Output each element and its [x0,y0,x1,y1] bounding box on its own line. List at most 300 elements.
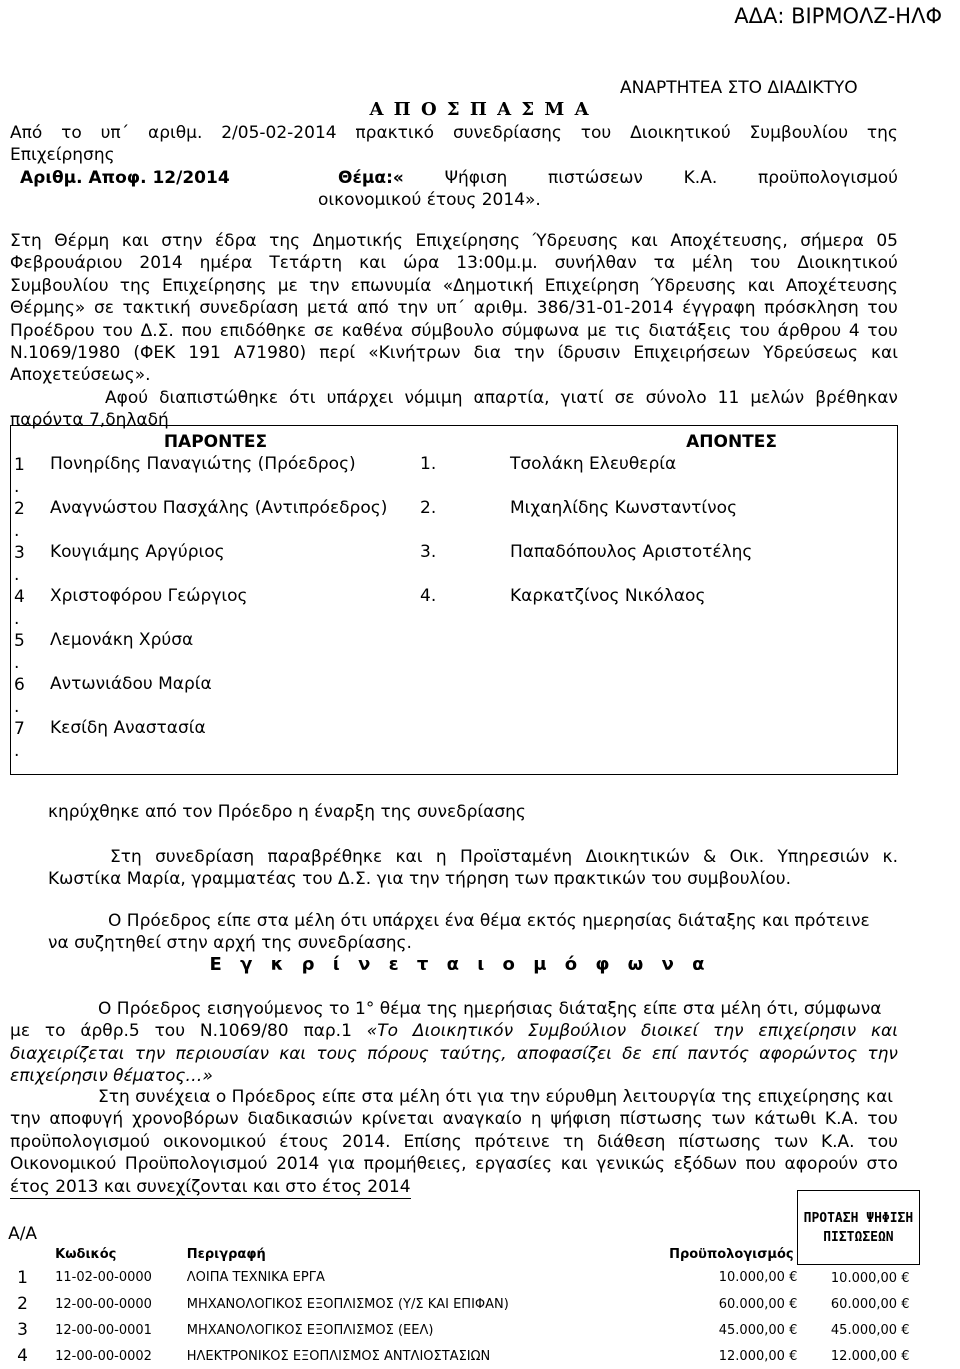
extra-topic-paragraph [48,910,898,955]
budget-row [0,1343,920,1369]
word: Διοικητικού [797,252,898,274]
subject-word: πιστώσεων [548,167,643,189]
word: έτους [279,1131,329,1153]
paragraph-line [10,252,898,274]
word: του [867,1108,897,1130]
word: «Δημοτική [443,275,534,297]
absent-member: Καρκατζίνος Νικόλαος [510,586,897,630]
word: και [359,252,386,274]
present-number [11,718,50,762]
intro-line-1 [10,122,898,144]
word: δε [622,1043,642,1065]
account-description: ΜΗΧΑΝΟΛΟΓΙΚΟΣ ΕΞΟΠΛΙΣΜΟΣ (ΕΕΛ) [187,1317,669,1343]
word: 11 [718,387,740,409]
paragraph-line: Στη συνέχεια ο Πρόεδρος είπε στα μέλη ότι για την εύρυθμη λειτουργία της επιχείρησης και [10,1086,898,1108]
word: εξόδων [674,1153,737,1175]
word: Κ.Α. [821,1131,855,1153]
word: των [774,1131,808,1153]
meeting-paragraph [10,230,898,432]
account-code: 12-00-00-0000 [45,1291,187,1317]
attendance-row [11,454,897,498]
ada-code: ΑΔΑ: ΒΙΡΜΟΛΖ-ΗΛΦ [734,4,942,28]
word: Οικ. [730,846,765,868]
subject-word: Κ.Α. [684,167,718,189]
present-number-dot: . [14,608,50,630]
word: Οικονομικού [10,1153,116,1175]
word: η [436,846,447,868]
word: της [867,122,898,144]
word: του [155,1020,185,1042]
word: σε [94,297,114,319]
word: υπ΄ [437,297,466,319]
word: 191 [188,342,220,364]
intro-block [10,122,898,212]
word: Ν.1069/1980 [10,342,120,364]
word: πόρους [367,1043,429,1065]
word: προϋπολογισμού [10,1131,150,1153]
absent-member: Τσολάκη Ελευθερία [510,454,897,498]
word: βρέθηκαν [815,387,898,409]
word: Συμβουλίου [750,122,849,144]
word: οικονομικού [163,1131,266,1153]
budget-value: 10.000,00 [719,1270,785,1285]
present-number [11,586,50,630]
present-number [11,542,50,586]
word: Θέρμη [54,230,109,252]
word: μελών [750,387,804,409]
budget-value: 60.000,00 [719,1297,785,1312]
absent-number [420,718,510,762]
word: προμήθειες, [364,1153,467,1175]
word: επί [652,1043,677,1065]
word: του [750,252,780,274]
paragraph-line [10,342,898,364]
present-number [11,454,50,498]
word: και [748,275,775,297]
word: νόμιμη [404,387,462,409]
code-header: Κωδικός [45,1191,187,1265]
decision-number: Αριθμ. Αποφ. 12/2014 [20,167,320,189]
account-description: ΛΟΙΠΑ ΤΕΧΝΙΚΑ ΕΡΓΑ [187,1265,669,1292]
absent-number: 2. [420,498,510,542]
word: την [514,342,545,364]
word: της [120,275,151,297]
word: καθένα [342,320,404,342]
paragraph-line [10,275,898,297]
description-header: Περιγραφή [187,1191,669,1265]
word: περιουσίαν [176,1043,269,1065]
budget-row [0,1265,920,1292]
word: 2014. [342,1131,391,1153]
word: του [739,320,769,342]
absent-member [510,630,897,674]
word: «Το [367,1020,398,1042]
paragraph-line [10,1153,898,1175]
word: του [868,1131,898,1153]
present-number-dot: . [14,652,50,674]
word: άρθρου [778,320,841,342]
present-number-text: 3 [14,542,50,564]
word: του [867,320,897,342]
paragraph-line: Αποχετεύσεως». [10,364,898,386]
word: ημέρα [200,252,253,274]
word: του [102,320,132,342]
present-number-dot: . [14,476,50,498]
word: έγγραφη [682,297,755,319]
word: σύμβουλο [411,320,494,342]
word: τακτική [123,297,191,319]
word: περί [319,342,355,364]
word: από [357,297,389,319]
word: πρόσκληση [764,297,859,319]
word: αποφυγή [49,1108,123,1130]
word: κρίνεται [361,1108,433,1130]
present-number [11,630,50,674]
word: κάτωθι [754,1108,816,1130]
word: επωνυμία [351,275,432,297]
word: διαδικασιών [247,1108,352,1130]
word: διοικεί [641,1020,698,1042]
budget-amount [669,1317,797,1343]
currency-symbol: € [789,1349,797,1364]
paragraph-line [10,297,898,319]
budget-row [0,1317,920,1343]
present-member: Αναγνώστου Πασχάλης (Αντιπρόεδρος) [50,498,420,542]
word: συνεδρίασης [453,122,562,144]
present-number-dot: . [14,520,50,542]
word: Διοικητικού [630,122,731,144]
word: 2/05-02-2014 [221,122,336,144]
word: και [871,1020,898,1042]
word: και [396,846,423,868]
word: 2014 [276,1153,319,1175]
currency-symbol: € [789,1323,797,1338]
paragraph-line [10,320,898,342]
word: ταύτης, [439,1043,507,1065]
paragraph-line [48,846,898,868]
word: Στη [10,230,42,252]
present-number-text: 5 [14,630,50,652]
absent-number [420,630,510,674]
word: Υπηρεσιών [778,846,870,868]
word: με [10,1020,30,1042]
word: Διοικητικών [586,846,690,868]
word: και [122,230,149,252]
proposal-value: 60.000,00 [831,1297,897,1312]
word: και [279,1043,306,1065]
word: για [328,1153,355,1175]
account-code: 11-02-00-0000 [45,1265,187,1292]
word: μετά [307,297,348,319]
word: της [269,230,300,252]
word: με [278,275,298,297]
currency-symbol: € [901,1271,909,1286]
word: 386/31-01-2014 [537,297,674,319]
word: εργασίες [475,1153,552,1175]
word: κ. [883,846,898,868]
word: την [867,1043,898,1065]
word: ίδρυσιν [558,342,621,364]
word: σήμερα [800,230,864,252]
posting-notice: ΑΝΑΡΤΗΤΕΑ ΣΤΟ ΔΙΑΔΙΚΤΥΟ [620,78,858,98]
currency-symbol: € [789,1297,797,1312]
word: χρονοβόρων [132,1108,239,1130]
attendance-row [11,498,897,542]
word: Τετάρτη [269,252,342,274]
word: & [703,846,716,868]
word: και [871,342,898,364]
word: σύμφωνα [502,320,580,342]
word: «Κινήτρων [368,342,460,364]
word: του [581,122,611,144]
word: σύνολο [646,387,707,409]
budget-amount [669,1291,797,1317]
proposal-header: ΠΡΟΤΑΣΗ ΨΗΦΙΣΗ ΠΙΣΤΩΣΕΩΝ [797,1191,919,1265]
word: επιδόθηκε [220,320,306,342]
word: υπ΄ [101,122,130,144]
word: αφορώντος [759,1043,857,1065]
word: σε [615,387,635,409]
proposal-amount [797,1265,919,1292]
row-number: 2 [0,1291,45,1317]
currency-symbol: € [901,1297,909,1312]
paragraph-line: επιχείρησιν θέματος…» [10,1065,898,1087]
word: την [135,1043,166,1065]
meeting-start-line: κηρύχθηκε από τον Πρόεδρο η έναρξη της συνεδρίασης [48,802,526,822]
attendance-row [11,542,897,586]
budget-header: Προϋπολογισμός [669,1191,797,1265]
attendance-row [11,718,897,762]
word: Προϊσταμένη [460,846,572,868]
word: την [309,275,340,297]
subject-line-2: οικονομικού έτους 2014». [10,189,898,211]
word: το [61,122,82,144]
account-code: 12-00-00-0001 [45,1317,187,1343]
currency-symbol: € [901,1349,909,1364]
paragraph-line: Ο Πρόεδρος εισηγούμενος το 1° θέμα της ημερήσιας διάταξης είπε στα μέλη ότι, σύμφωνα [10,998,898,1020]
word: τα [654,252,675,274]
word: την [397,297,428,319]
word: που [745,1153,775,1175]
word: (ΦΕΚ [133,342,175,364]
credits-paragraph [10,1086,898,1199]
word: αναγκαίο [443,1108,522,1130]
present-number-text: 6 [14,674,50,696]
budget-amount [669,1343,797,1369]
word: Συμβούλιον [528,1020,626,1042]
word: Επιχείρησης [415,230,520,252]
present-number-text: 4 [14,586,50,608]
absent-member: Παπαδόπουλος Αριστοτέλης [510,542,897,586]
word: ψήφιση [550,1108,611,1130]
paragraph-line [10,1020,898,1042]
subject-word: Ψήφιση [445,167,508,189]
word: αριθμ. [474,297,528,319]
word: Αφού [105,387,148,409]
word: συνεδρίαση [199,297,298,319]
word: πρακτικό [355,122,434,144]
currency-symbol: € [789,1270,797,1285]
attendance-row [11,586,897,630]
word: δια [474,342,501,364]
present-number-text: 7 [14,718,50,740]
budget-rows [0,1265,920,1369]
present-member: Κουγιάμης Αργύριος [50,542,420,586]
present-member: Κεσίδη Αναστασία [50,718,420,762]
word: 05 [876,230,898,252]
budget-header-row [0,1191,920,1265]
word: την [10,1108,41,1130]
subject-label: Θέμα:« [338,167,404,189]
word: μέλη [692,252,733,274]
proposal-value: 10.000,00 [831,1271,897,1286]
row-number: 4 [0,1343,45,1369]
absent-number: 3. [420,542,510,586]
present-number-dot: . [14,564,50,586]
word: τους [316,1043,356,1065]
word: Επιχείρηση [545,275,640,297]
present-member: Αντωνιάδου Μαρία [50,674,420,718]
currency-symbol: € [901,1323,909,1338]
paragraph-line: Κωστίκα Μαρία, γραμματέας του Δ.Σ. για την τήρηση των πρακτικών του συμβουλίου. [48,868,898,890]
absent-member [510,718,897,762]
word: Προέδρου [10,320,95,342]
subject-word: προϋπολογισμού [758,167,898,189]
present-number-text: 2 [14,498,50,520]
budget-value: 12.000,00 [719,1349,785,1364]
document-title: Α Π Ο Σ Π Α Σ Μ Α [0,99,960,120]
attendance-row [11,674,897,718]
word: Διοικητικόν [413,1020,513,1042]
word: Συμβουλίου [10,275,109,297]
present-number [11,674,50,718]
word: που [182,320,212,342]
attendance-grid [11,432,897,762]
word: 4 [849,320,860,342]
word: έδρα [215,230,257,252]
absent-member: Μιχαηλίδης Κωνσταντίνος [510,498,897,542]
paragraph-line: Ο Πρόεδρος είπε στα μέλη ότι υπάρχει ένα θέμα εκτός ημερησίας διάταξης και πρότεινε [48,910,898,932]
absent-number: 4. [420,586,510,630]
paragraph-line: να συζητηθεί στην αρχή της συνεδρίασης. [48,932,898,954]
word: Από [10,122,42,144]
paragraph-line [10,1043,898,1065]
present-number [11,498,50,542]
word: Φεβρουάριου [10,252,122,274]
word: ώρα [403,252,439,274]
present-member: Πονηρίδης Παναγιώτης (Πρόεδρος) [50,454,420,498]
row-number: 3 [0,1317,45,1343]
present-header: ΠΑΡΟΝΤΕΣ [11,432,420,454]
word: Ν.1069/80 [200,1020,289,1042]
secretary-paragraph [48,846,898,891]
word: αριθμ. [148,122,202,144]
word: αφορούν [785,1153,858,1175]
word: και [631,230,658,252]
word: Στη [110,846,142,868]
absent-header: ΑΠΟΝΤΕΣ [420,432,897,454]
word: συνήλθαν [555,252,637,274]
budget-value: 45.000,00 [719,1323,785,1338]
word: γιατί [561,387,604,409]
word: στο [867,1153,898,1175]
word: διατάξεις [648,320,731,342]
word: 13:00μ.μ. [456,252,537,274]
word: στην [161,230,202,252]
word: παρ.1 [303,1020,351,1042]
word: και [561,1153,588,1175]
word: υπάρχει [327,387,394,409]
word: διαπιστώθηκε [159,387,278,409]
word: τη [563,1131,584,1153]
word: πίστωσης [620,1108,703,1130]
unanimous-approval: Ε γ κ ρ ί ν ε τ α ι ο μ ό φ ω ν α [0,954,920,975]
word: των [711,1108,745,1130]
word: με [587,320,607,342]
word: την [713,1020,744,1042]
budget-row [0,1291,920,1317]
paragraph-line [10,1108,898,1130]
proposal-amount [797,1343,919,1369]
word: πίστωσης [678,1131,761,1153]
present-number-dot: . [14,696,50,718]
budget-table [0,1190,920,1369]
proposal-amount [797,1291,919,1317]
word: Κ.Α. [825,1108,859,1130]
word: Δ.Σ. [141,320,174,342]
word: 2014 [139,252,182,274]
present-number-text: 1 [14,454,50,476]
word: ότι [289,387,315,409]
attendance-rows [11,454,897,762]
first-topic-paragraph [10,998,898,1088]
present-member: Χριστοφόρου Γεώργιος [50,586,420,630]
present-member: Λεμονάκη Χρύσα [50,630,420,674]
word: διάθεση [597,1131,666,1153]
word: παντός [687,1043,749,1065]
word: διαχειρίζεται [10,1043,125,1065]
quorum-line-2: παρόντα 7,δηλαδή [10,409,898,431]
word: το [45,1020,66,1042]
word: Αποχέτευσης [786,275,898,297]
budget-amount [669,1265,797,1292]
absent-number: 1. [420,454,510,498]
attendance-table [10,425,898,775]
word: παραβρέθηκε [267,846,382,868]
word: Επιχείρησης [162,275,267,297]
absent-number [420,674,510,718]
word: Επιχειρήσεων [633,342,750,364]
word: τις [615,320,641,342]
paragraph-line [10,1131,898,1153]
absent-member [510,674,897,718]
word: αποφασίζει [517,1043,612,1065]
word: συνεδρίαση [155,846,254,868]
word: επιχείρησιν [758,1020,856,1042]
word: Ύδρευσης [533,230,619,252]
present-number-dot: . [14,740,50,762]
word: Αποχέτευσης, [670,230,787,252]
account-code: 12-00-00-0002 [45,1343,187,1369]
account-description: ΗΛΕΚΤΡΟΝΙΚΟΣ ΕΞΟΠΛΙΣΜΟΣ ΑΝΤΛΙΟΣΤΑΣΙΩΝ [187,1343,669,1369]
word: γενικώς [596,1153,665,1175]
word: Επίσης [403,1131,461,1153]
word: Ύδρευσης [651,275,737,297]
quorum-line [10,387,898,409]
paragraph-line [10,230,898,252]
attendance-box [11,426,898,775]
account-description: ΜΗΧΑΝΟΛΟΓΙΚΟΣ ΕΞΟΠΛΙΣΜΟΣ (Υ/Σ ΚΑΙ ΕΠΙΦΑΝ) [187,1291,669,1317]
